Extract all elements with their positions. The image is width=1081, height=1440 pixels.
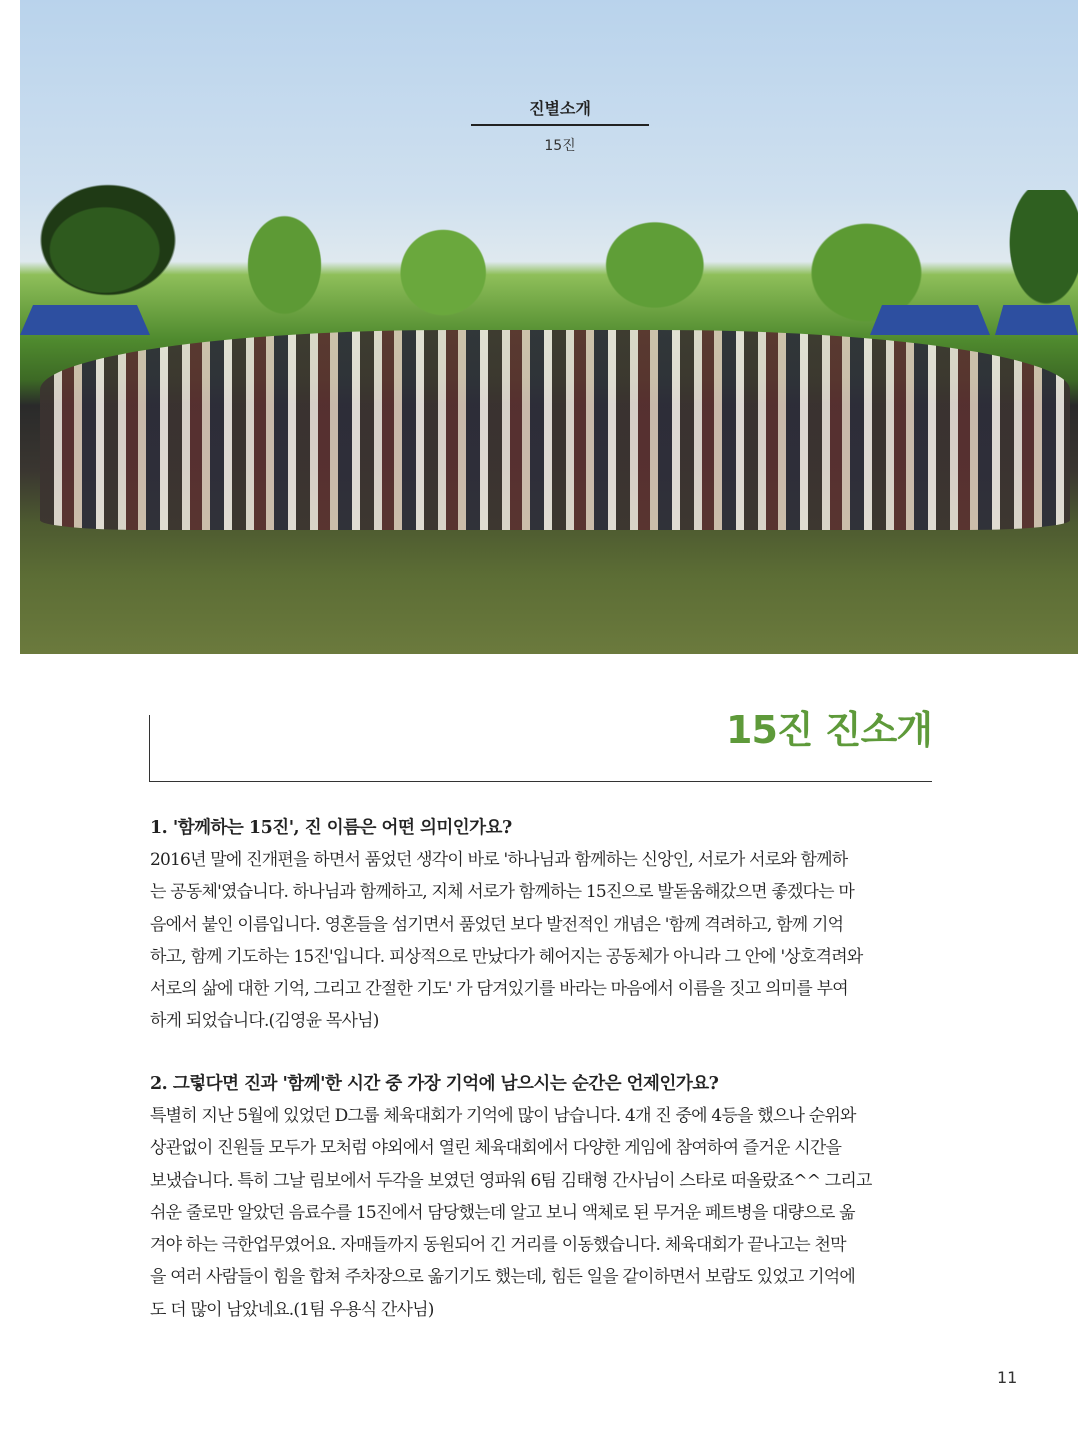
answer-line: 음에서 붙인 이름입니다. 영혼들을 섬기면서 품었던 보다 발전적인 개념은 '함께 격려하고, 함께 기억	[150, 914, 844, 935]
page-number: 11	[997, 1368, 1018, 1387]
qa-section-1	[150, 812, 940, 1038]
answer-line: 2016년 말에 진개편을 하면서 품었던 생각이 바로 '하나님과 함께하는 신앙인, 서로가 서로와 함께하	[150, 850, 848, 870]
tent	[995, 305, 1078, 335]
group-photo	[20, 0, 1078, 654]
crowd	[40, 330, 1070, 530]
tent	[870, 305, 990, 335]
answer-line: 겨야 하는 극한업무였어요. 자매들까지 동원되어 긴 거리를 이동했습니다. 체육대회가 끝나고는 천막	[150, 1235, 846, 1256]
answer-line: 상관없이 진원들 모두가 모처럼 야외에서 열린 체육대회에서 다양한 게임에 참여하여 즐거운 시간을	[150, 1138, 842, 1159]
question: 2. 그렇다면 진과 '함께'한 시간 중 가장 기억에 남으시는 순간은 언제인가요?	[150, 1074, 719, 1094]
answer-line: 쉬운 줄로만 알았던 음료수를 15진에서 담당했는데 알고 보니 액체로 된 무거운 페트병을 대량으로 옮	[150, 1202, 855, 1223]
answer-line: 을 여러 사람들이 힘을 합쳐 주차장으로 옮기기도 했는데, 힘든 일을 같이하면서 보람도 있었고 기억에	[150, 1267, 855, 1288]
answer-line: 는 공동체'였습니다. 하나님과 함께하고, 지체 서로가 함께하는 15진으로 발돋움해갔으면 좋겠다는 마	[150, 882, 855, 903]
answer-line: 서로의 삶에 대한 기억, 그리고 간절한 기도' 가 담겨있기를 바라는 마음에서 이름을 짓고 의미를 부여	[150, 979, 848, 1000]
divider	[471, 124, 649, 126]
question: 1. '함께하는 15진', 진 이름은 어떤 의미인가요?	[150, 818, 512, 838]
page-title: 15진 진소개	[726, 708, 932, 752]
answer-line: 하고, 함께 기도하는 15진'입니다. 피상적으로 만났다가 헤어지는 공동체가 아니라 그 안에 '상호격려와	[150, 946, 863, 967]
answer-line: 특별히 지난 5월에 있었던 D그룹 체육대회가 기억에 많이 남습니다. 4개 진 중에 4등을 했으나 순위와	[150, 1106, 856, 1126]
qa-section-2	[150, 1068, 940, 1326]
section-label: 진별소개	[529, 99, 591, 118]
answer-line: 보냈습니다. 특히 그날 림보에서 두각을 보였던 영파워 6팀 김태형 간사님이 스타로 떠올랐죠^^ 그리고	[150, 1170, 872, 1191]
answer-line: 하게 되었습니다.(김영윤 목사님)	[150, 1011, 379, 1032]
subsection-label: 15진	[544, 138, 576, 154]
answer-line: 도 더 많이 남았네요.(1팀 우용식 간사님)	[150, 1299, 434, 1320]
title-box	[149, 708, 932, 782]
tent	[20, 305, 150, 335]
